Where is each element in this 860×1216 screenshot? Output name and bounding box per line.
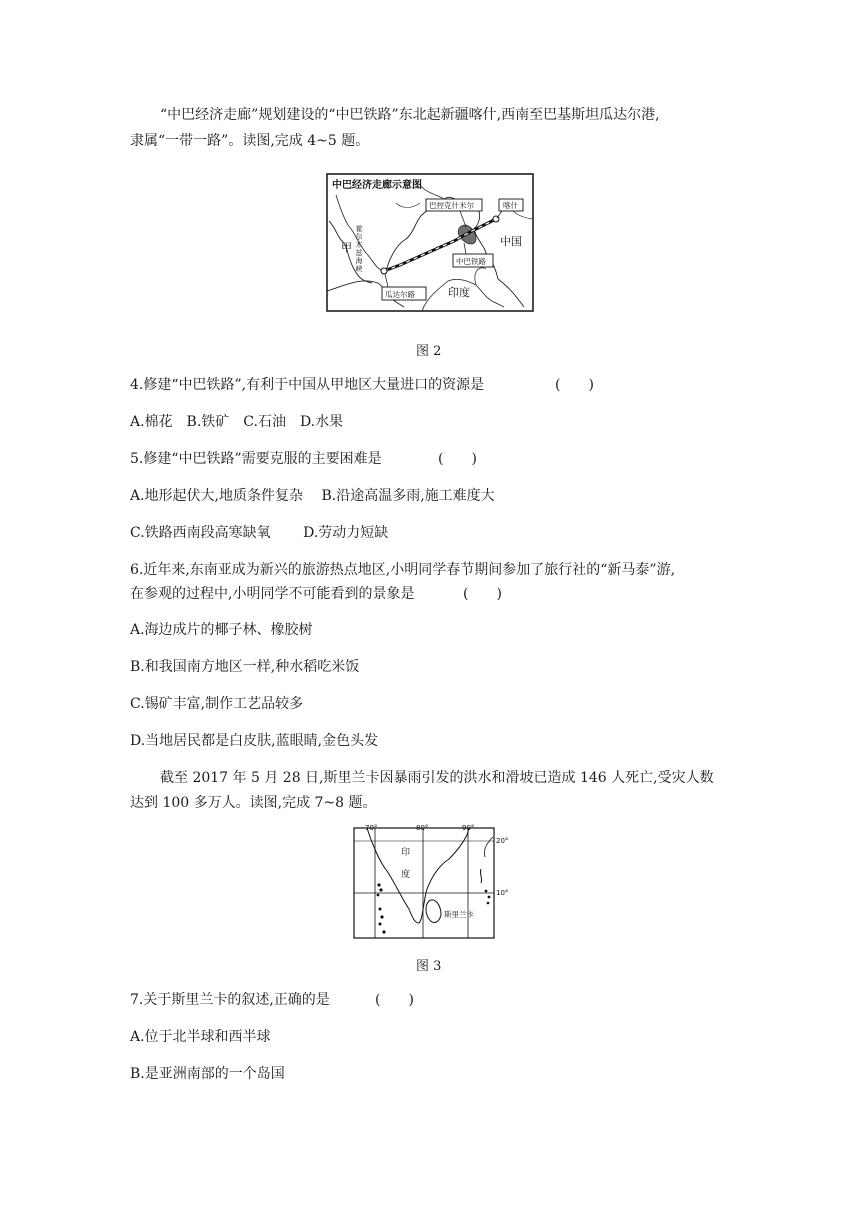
label-china: 中国 bbox=[500, 235, 522, 248]
question-4-stem: 4.修建“中巴铁路”,有利于中国从甲地区大量进口的资源是 bbox=[130, 377, 485, 393]
question-6-stem-line-1: 6.近年来,东南亚成为新兴的旅游热点地区,小明同学春节期间参加了旅行社的“新马泰”游, bbox=[130, 562, 676, 578]
question-6-option-a: A.海边成片的椰子林、橡胶树 bbox=[130, 622, 313, 638]
question-4-options: A.棉花 B.铁矿 C.石油 D.水果 bbox=[130, 414, 344, 430]
intro2-line-1: 截至 2017 年 5 月 28 日,斯里兰卡因暴雨引发的洪水和滑坡已造成 146 人死亡,受灾人数 bbox=[160, 770, 714, 786]
label-kashgar: 喀什 bbox=[503, 201, 518, 210]
question-6-option-d: D.当地居民都是白皮肤,蓝眼睛,金色头发 bbox=[130, 733, 379, 749]
question-5-options-ab: A.地形起伏大,地质条件复杂 B.沿途高温多雨,施工难度大 bbox=[130, 488, 495, 504]
question-6-bracket: ( ) bbox=[463, 586, 502, 602]
label-gwadar: 瓜达尔路 bbox=[385, 290, 415, 299]
figure-2-cpec-map bbox=[326, 173, 534, 312]
label-lon-70: 70° bbox=[365, 824, 378, 832]
label-lat-10: 10° bbox=[496, 889, 509, 897]
question-7-option-b: B.是亚洲南部的一个岛国 bbox=[130, 1066, 285, 1082]
label-lat-20: 20° bbox=[496, 837, 509, 845]
label-jia: 甲 bbox=[341, 241, 352, 254]
label-railway: 中巴铁路 bbox=[456, 257, 486, 266]
label-srilanka: 斯里兰卡 bbox=[444, 910, 474, 919]
question-6-option-c: C.锡矿丰富,制作工艺品较多 bbox=[130, 696, 304, 712]
question-4-bracket: ( ) bbox=[555, 377, 594, 393]
label-india: 印度 bbox=[448, 286, 470, 299]
intro-paragraph-line-2: 隶属“一带一路”。读图,完成 4~5 题。 bbox=[130, 133, 370, 149]
label-india-2: 度 bbox=[401, 870, 411, 880]
question-6-option-b: B.和我国南方地区一样,种水稻吃米饭 bbox=[130, 659, 360, 675]
label-lon-80: 80° bbox=[416, 824, 429, 832]
question-7-bracket: ( ) bbox=[375, 992, 414, 1008]
question-6-stem-line-2: 在参观的过程中,小明同学不可能看到的景象是 bbox=[130, 586, 415, 602]
question-5-bracket: ( ) bbox=[438, 451, 477, 467]
figure-3-caption: 图 3 bbox=[416, 959, 442, 974]
figure-3-srilanka-map bbox=[353, 823, 513, 940]
question-7-stem: 7.关于斯里兰卡的叙述,正确的是 bbox=[130, 992, 330, 1008]
label-india-1: 印 bbox=[401, 848, 411, 858]
question-5-options-cd: C.铁路西南段高寒缺氧 D.劳动力短缺 bbox=[130, 525, 389, 541]
intro2-line-2: 达到 100 多万人。读图,完成 7~8 题。 bbox=[130, 795, 377, 811]
intro-paragraph-line-1: “中巴经济走廊”规划建设的“中巴铁路”东北起新疆喀什,西南至巴基斯坦瓜达尔港, bbox=[160, 107, 660, 123]
label-lon-90: 90° bbox=[462, 824, 475, 832]
question-5-stem: 5.修建“中巴铁路”需要克服的主要困难是 bbox=[130, 451, 382, 467]
label-strait: 霍尔木兹海峡 bbox=[355, 225, 363, 273]
label-pakistan-kashmir: 巴控克什米尔 bbox=[429, 201, 474, 210]
question-7-option-a: A.位于北半球和西半球 bbox=[130, 1029, 271, 1045]
figure-2-caption: 图 2 bbox=[416, 344, 442, 359]
figure-2-title: 中巴经济走廊示意图 bbox=[332, 180, 422, 191]
